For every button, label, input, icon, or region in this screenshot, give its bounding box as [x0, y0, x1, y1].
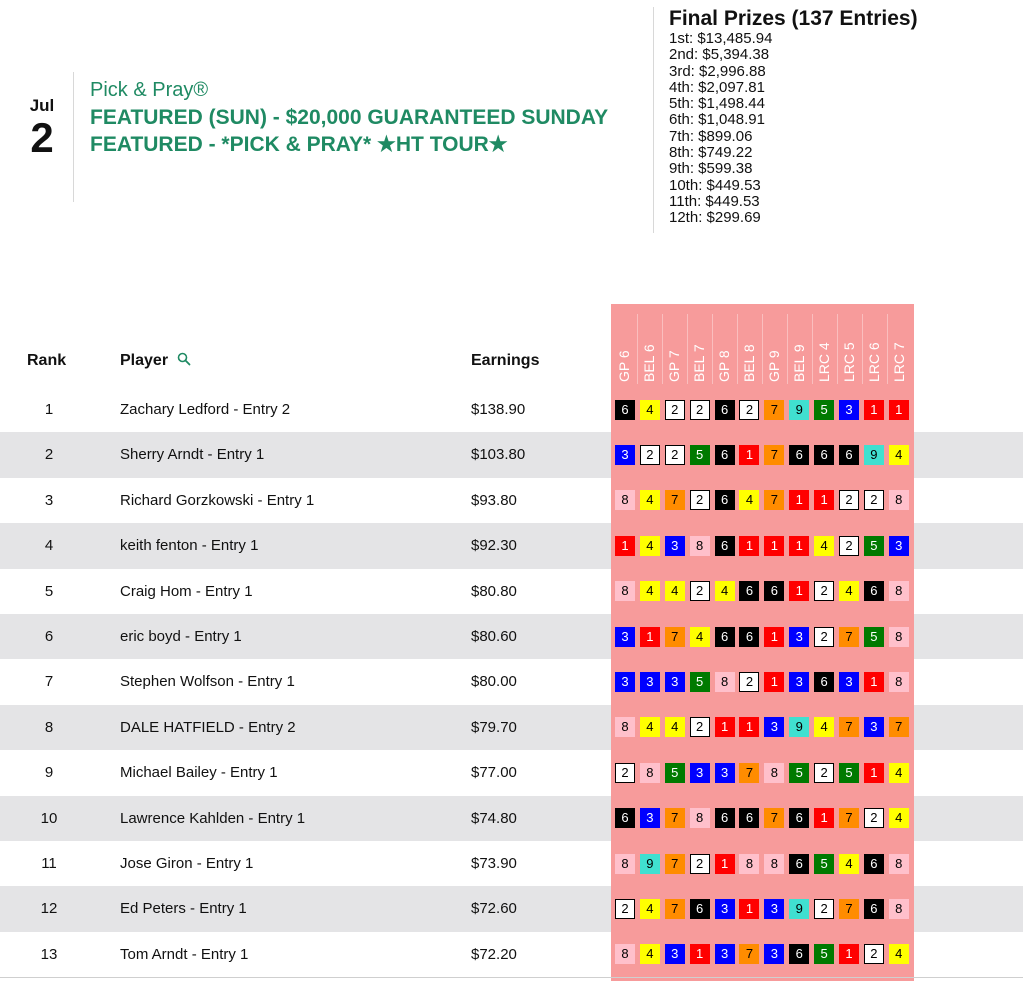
- pick-badge: 4: [640, 490, 660, 510]
- player-name[interactable]: Richard Gorzkowski - Entry 1: [120, 491, 315, 509]
- pick-badge: 7: [839, 627, 859, 647]
- picks-cell: [611, 841, 914, 886]
- pick-badge: 1: [789, 536, 809, 556]
- rank-cell: 7: [44, 673, 54, 691]
- pick-badge: 3: [889, 536, 909, 556]
- player-name[interactable]: Jose Giron - Entry 1: [120, 854, 254, 872]
- picks-cell: [611, 614, 914, 659]
- pick-badge: 6: [715, 536, 735, 556]
- player-name[interactable]: DALE HATFIELD - Entry 2: [120, 718, 296, 736]
- pick-badge: 6: [715, 400, 735, 420]
- prize-item: 2nd: $5,394.38: [669, 46, 770, 64]
- pick-badge: 2: [864, 490, 884, 510]
- pick-badge: 8: [615, 490, 635, 510]
- pick-badge: 2: [814, 627, 834, 647]
- pick-badge: 1: [789, 490, 809, 510]
- pick-badge: 7: [665, 490, 685, 510]
- player-name[interactable]: Zachary Ledford - Entry 2: [120, 401, 291, 418]
- pick-badge: 1: [839, 944, 859, 964]
- pick-badge: 5: [814, 854, 834, 874]
- pick-badge: 3: [665, 944, 685, 964]
- race-header-label: GP 7: [666, 350, 682, 382]
- pick-badge: 2: [814, 581, 834, 601]
- rank-cell: 5: [44, 582, 54, 600]
- prize-item: 11th: $449.53: [669, 192, 760, 210]
- contest-brand: Pick & Pray®: [90, 79, 209, 101]
- table-row[interactable]: [0, 614, 1023, 659]
- race-header: [688, 314, 713, 384]
- prize-item: 5th: $1,498.44: [669, 95, 765, 113]
- earnings-cell: $80.60: [471, 627, 517, 645]
- pick-badge: 2: [839, 490, 859, 510]
- pick-badge: 4: [665, 717, 685, 737]
- pick-badge: 6: [715, 627, 735, 647]
- pick-badge: 4: [839, 854, 859, 874]
- pick-badge: 3: [640, 808, 660, 828]
- pick-badge: 1: [864, 672, 884, 692]
- picks-cell: [611, 478, 914, 523]
- pick-badge: 3: [665, 536, 685, 556]
- pick-badge: 8: [690, 808, 710, 828]
- pick-badge: 5: [864, 627, 884, 647]
- pick-badge: 8: [764, 763, 784, 783]
- picks-cell: [611, 796, 914, 841]
- pick-badge: 6: [715, 808, 735, 828]
- pick-badge: 4: [640, 899, 660, 919]
- pick-badge: 9: [640, 854, 660, 874]
- pick-badge: 2: [690, 854, 710, 874]
- pick-badge: 1: [789, 581, 809, 601]
- pick-badge: 2: [839, 536, 859, 556]
- pick-badge: 4: [889, 808, 909, 828]
- pick-badge: 4: [640, 944, 660, 964]
- pick-badge: 5: [690, 445, 710, 465]
- race-header-label: GP 8: [716, 350, 732, 382]
- pick-badge: 4: [640, 581, 660, 601]
- contest-title: FEATURED (SUN) - $20,000 GUARANTEED SUNDAY FEATURED - *PICK & PRAY* ★HT TOUR★: [90, 106, 608, 156]
- prize-item: 10th: $449.53: [669, 176, 761, 194]
- table-bottom-border: [0, 977, 1023, 978]
- race-header: [738, 314, 763, 384]
- pick-badge: 1: [640, 627, 660, 647]
- pick-badge: 7: [665, 854, 685, 874]
- pick-badge: 4: [814, 717, 834, 737]
- earnings-cell: $73.90: [471, 854, 517, 872]
- header-player-label: Player: [120, 352, 169, 369]
- search-icon[interactable]: [177, 352, 191, 371]
- prize-item: 8th: $749.22: [669, 144, 753, 162]
- picks-cell: [611, 432, 914, 477]
- pick-badge: 8: [889, 627, 909, 647]
- pick-badge: 8: [615, 717, 635, 737]
- pick-badge: 1: [690, 944, 710, 964]
- pick-badge: 1: [814, 808, 834, 828]
- pick-badge: 8: [615, 581, 635, 601]
- picks-cell: [611, 932, 914, 977]
- rank-cell: 4: [44, 537, 54, 555]
- race-header: [713, 314, 738, 384]
- race-header-label: LRC 7: [891, 342, 907, 382]
- pick-badge: 1: [739, 536, 759, 556]
- pick-badge: 2: [814, 899, 834, 919]
- pick-badge: 5: [839, 763, 859, 783]
- player-name[interactable]: Michael Bailey - Entry 1: [120, 764, 278, 782]
- pick-badge: 8: [889, 581, 909, 601]
- race-header: [813, 314, 838, 384]
- pick-badge: 5: [789, 763, 809, 783]
- earnings-cell: $80.80: [471, 582, 517, 600]
- race-header-label: LRC 5: [841, 342, 857, 382]
- earnings-cell: $93.80: [471, 491, 517, 509]
- race-header-label: BEL 7: [691, 344, 707, 382]
- prize-item: 3rd: $2,996.88: [669, 62, 766, 80]
- pick-badge: 4: [889, 944, 909, 964]
- pick-badge: 6: [715, 490, 735, 510]
- table-row[interactable]: [0, 841, 1023, 886]
- pick-badge: 3: [615, 445, 635, 465]
- pick-badge: 8: [640, 763, 660, 783]
- earnings-cell: $72.20: [471, 945, 517, 963]
- pick-badge: 5: [665, 763, 685, 783]
- pick-badge: 7: [889, 717, 909, 737]
- pick-badge: 3: [690, 763, 710, 783]
- pick-badge: 4: [640, 536, 660, 556]
- race-header-label: BEL 8: [741, 344, 757, 382]
- pick-badge: 8: [889, 854, 909, 874]
- pick-badge: 7: [764, 808, 784, 828]
- pick-badge: 6: [864, 854, 884, 874]
- table-row[interactable]: [0, 750, 1023, 795]
- race-headers: [613, 314, 913, 384]
- pick-badge: 9: [789, 717, 809, 737]
- pick-badge: 3: [764, 899, 784, 919]
- pick-badge: 9: [789, 400, 809, 420]
- pick-badge: 6: [789, 854, 809, 874]
- pick-badge: 4: [814, 536, 834, 556]
- header-player: [120, 352, 191, 371]
- pick-badge: 3: [640, 672, 660, 692]
- pick-badge: 2: [615, 899, 635, 919]
- player-name[interactable]: Craig Hom - Entry 1: [120, 582, 253, 600]
- table-row[interactable]: [0, 886, 1023, 931]
- race-header-label: GP 6: [616, 350, 632, 382]
- pick-badge: 3: [715, 763, 735, 783]
- pick-badge: 4: [889, 445, 909, 465]
- pick-badge: 7: [739, 763, 759, 783]
- pick-badge: 6: [789, 445, 809, 465]
- pick-badge: 2: [690, 490, 710, 510]
- pick-badge: 1: [715, 854, 735, 874]
- pick-badge: 7: [764, 400, 784, 420]
- pick-badge: 1: [764, 672, 784, 692]
- race-header: [838, 314, 863, 384]
- pick-badge: 3: [615, 627, 635, 647]
- table-row[interactable]: [0, 432, 1023, 477]
- pick-badge: 7: [839, 717, 859, 737]
- pick-badge: 5: [864, 536, 884, 556]
- pick-badge: 8: [889, 899, 909, 919]
- table-row[interactable]: [0, 478, 1023, 523]
- pick-badge: 9: [789, 899, 809, 919]
- pick-badge: 4: [715, 581, 735, 601]
- pick-badge: 6: [739, 581, 759, 601]
- pick-badge: 4: [690, 627, 710, 647]
- pick-badge: 2: [814, 763, 834, 783]
- pick-badge: 6: [764, 581, 784, 601]
- pick-badge: 3: [839, 400, 859, 420]
- pick-badge: 6: [864, 899, 884, 919]
- player-name[interactable]: keith fenton - Entry 1: [120, 537, 259, 555]
- pick-badge: 9: [864, 445, 884, 465]
- race-header-label: BEL 6: [641, 344, 657, 382]
- pick-badge: 3: [864, 717, 884, 737]
- rank-cell: 6: [44, 627, 54, 645]
- pick-badge: 1: [764, 627, 784, 647]
- final-prizes-title: Final Prizes (137 Entries): [669, 7, 918, 30]
- earnings-cell: $92.30: [471, 537, 517, 555]
- pick-badge: 5: [690, 672, 710, 692]
- pick-badge: 6: [615, 808, 635, 828]
- race-header-label: GP 9: [766, 350, 782, 382]
- earnings-cell: $103.80: [471, 446, 526, 464]
- pick-badge: 5: [814, 944, 834, 964]
- pick-badge: 6: [814, 672, 834, 692]
- pick-badge: 3: [764, 717, 784, 737]
- earnings-cell: $138.90: [471, 401, 526, 418]
- pick-badge: 8: [889, 490, 909, 510]
- pick-badge: 1: [739, 717, 759, 737]
- prize-item: 6th: $1,048.91: [669, 111, 765, 129]
- picks-cell: [611, 750, 914, 795]
- earnings-cell: $77.00: [471, 764, 517, 782]
- date-month: Jul: [29, 96, 55, 115]
- pick-badge: 4: [640, 717, 660, 737]
- pick-badge: 4: [839, 581, 859, 601]
- pick-badge: 6: [864, 581, 884, 601]
- pick-badge: 5: [814, 400, 834, 420]
- pick-badge: 3: [839, 672, 859, 692]
- picks-cell: [611, 387, 914, 432]
- pick-badge: 3: [615, 672, 635, 692]
- race-header: [863, 314, 888, 384]
- pick-badge: 1: [889, 400, 909, 420]
- contest-date: [24, 96, 60, 160]
- pick-badge: 2: [640, 445, 660, 465]
- picks-cell: [611, 886, 914, 931]
- prize-item: 4th: $2,097.81: [669, 78, 765, 96]
- player-name[interactable]: Stephen Wolfson - Entry 1: [120, 673, 295, 691]
- rank-cell: 1: [44, 401, 54, 418]
- pick-badge: 2: [864, 944, 884, 964]
- pick-badge: 6: [739, 808, 759, 828]
- picks-cell: [611, 705, 914, 750]
- pick-badge: 1: [739, 445, 759, 465]
- pick-badge: 6: [789, 808, 809, 828]
- pick-badge: 4: [739, 490, 759, 510]
- race-header: [763, 314, 788, 384]
- earnings-cell: $79.70: [471, 718, 517, 736]
- race-header: [663, 314, 688, 384]
- race-header-label: LRC 4: [816, 342, 832, 382]
- race-header-label: LRC 6: [866, 342, 882, 382]
- pick-badge: 7: [839, 899, 859, 919]
- pick-badge: 8: [615, 944, 635, 964]
- pick-badge: 1: [764, 536, 784, 556]
- pick-badge: 7: [764, 490, 784, 510]
- pick-badge: 1: [739, 899, 759, 919]
- pick-badge: 3: [764, 944, 784, 964]
- pick-badge: 1: [814, 490, 834, 510]
- earnings-cell: $72.60: [471, 900, 517, 918]
- pick-badge: 8: [690, 536, 710, 556]
- pick-badge: 2: [690, 717, 710, 737]
- pick-badge: 8: [764, 854, 784, 874]
- pick-badge: 6: [789, 944, 809, 964]
- pick-badge: 4: [889, 763, 909, 783]
- race-header: [888, 314, 913, 384]
- pick-badge: 3: [715, 944, 735, 964]
- rank-cell: 8: [44, 718, 54, 736]
- pick-badge: 1: [864, 400, 884, 420]
- earnings-cell: $74.80: [471, 809, 517, 827]
- pick-badge: 1: [864, 763, 884, 783]
- pick-badge: 6: [690, 899, 710, 919]
- table-row[interactable]: [0, 659, 1023, 704]
- pick-badge: 3: [789, 672, 809, 692]
- rank-cell: 11: [41, 854, 57, 872]
- prize-item: 1st: $13,485.94: [669, 30, 773, 47]
- player-name[interactable]: Lawrence Kahlden - Entry 1: [120, 809, 306, 827]
- pick-badge: 2: [690, 400, 710, 420]
- pick-badge: 7: [739, 944, 759, 964]
- pick-badge: 8: [715, 672, 735, 692]
- pick-badge: 2: [665, 400, 685, 420]
- pick-badge: 1: [615, 536, 635, 556]
- pick-badge: 7: [665, 627, 685, 647]
- player-name[interactable]: Tom Arndt - Entry 1: [120, 945, 249, 963]
- header-divider: [73, 72, 74, 202]
- table-row[interactable]: [0, 387, 1023, 432]
- picks-cell: [611, 659, 914, 704]
- pick-badge: 1: [715, 717, 735, 737]
- pick-badge: 2: [690, 581, 710, 601]
- pick-badge: 7: [665, 808, 685, 828]
- pick-badge: 8: [615, 854, 635, 874]
- pick-badge: 3: [789, 627, 809, 647]
- table-row[interactable]: [0, 705, 1023, 750]
- header-rank: Rank: [27, 352, 67, 369]
- pick-badge: 4: [665, 581, 685, 601]
- player-name[interactable]: Sherry Arndt - Entry 1: [120, 446, 265, 464]
- race-header-label: BEL 9: [791, 344, 807, 382]
- header-earnings: Earnings: [471, 352, 540, 369]
- pick-badge: 7: [839, 808, 859, 828]
- pick-badge: 2: [739, 400, 759, 420]
- pick-badge: 3: [715, 899, 735, 919]
- prize-list: [669, 31, 918, 227]
- prize-item: 12th: $299.69: [669, 209, 761, 227]
- pick-badge: 7: [665, 899, 685, 919]
- table-row[interactable]: [0, 796, 1023, 841]
- race-header: [638, 314, 663, 384]
- table-row[interactable]: [0, 569, 1023, 614]
- table-row[interactable]: [0, 523, 1023, 568]
- player-name[interactable]: eric boyd - Entry 1: [120, 627, 242, 645]
- rank-cell: 12: [40, 900, 58, 918]
- date-day: 2: [30, 114, 54, 161]
- pick-badge: 8: [889, 672, 909, 692]
- pick-badge: 6: [839, 445, 859, 465]
- rank-cell: 9: [44, 764, 54, 782]
- race-header: [788, 314, 813, 384]
- prize-item: 7th: $899.06: [669, 127, 753, 145]
- pick-badge: 6: [814, 445, 834, 465]
- prize-item: 9th: $599.38: [669, 160, 753, 178]
- pick-badge: 4: [640, 400, 660, 420]
- pick-badge: 6: [715, 445, 735, 465]
- race-header: [613, 314, 638, 384]
- pick-badge: 2: [864, 808, 884, 828]
- picks-cell: [611, 569, 914, 614]
- final-prizes-panel: [653, 7, 918, 233]
- earnings-cell: $80.00: [471, 673, 517, 691]
- table-row[interactable]: [0, 932, 1023, 977]
- contest-header: [90, 78, 620, 158]
- player-name[interactable]: Ed Peters - Entry 1: [120, 900, 247, 918]
- pick-badge: 8: [739, 854, 759, 874]
- pick-badge: 2: [739, 672, 759, 692]
- pick-badge: 7: [764, 445, 784, 465]
- picks-cell: [611, 523, 914, 568]
- pick-badge: 6: [739, 627, 759, 647]
- leaderboard-rows: [0, 387, 1023, 977]
- pick-badge: 3: [665, 672, 685, 692]
- pick-badge: 2: [615, 763, 635, 783]
- rank-cell: 10: [40, 809, 58, 827]
- rank-cell: 3: [44, 491, 54, 509]
- rank-cell: 13: [40, 945, 58, 963]
- pick-badge: 6: [615, 400, 635, 420]
- pick-badge: 2: [665, 445, 685, 465]
- rank-cell: 2: [44, 446, 54, 464]
